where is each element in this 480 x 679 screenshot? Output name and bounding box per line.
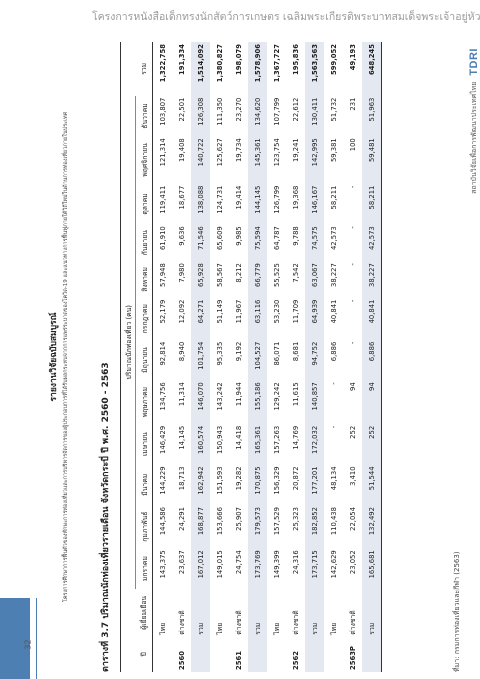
month-value-cell: 38,227: [329, 263, 338, 287]
month-value-cell: 149,015: [215, 550, 224, 579]
org-logo: TDRI: [468, 48, 480, 76]
column-header: กรกฎาคม: [136, 298, 153, 340]
header-spacer-type: [121, 589, 136, 637]
month-value-cell: 173,715: [305, 548, 324, 589]
month-value-cell: 157,529: [272, 507, 281, 536]
year-cell: [324, 637, 343, 672]
month-value-cell: 24,316: [291, 550, 300, 575]
month-value-cell: 57,948: [158, 263, 167, 287]
month-value-cell: 23,052: [348, 550, 357, 575]
column-header: มีนาคม: [136, 464, 153, 505]
month-value-cell: 24,291: [177, 507, 186, 531]
year-cell: 2562: [291, 651, 300, 670]
month-value-cell: 14,769: [291, 425, 300, 450]
month-value-cell: 53,230: [272, 299, 281, 324]
month-value-cell: 177,201: [305, 464, 324, 505]
month-value-cell: 64,939: [305, 298, 324, 340]
month-value-cell: 155,186: [248, 380, 267, 424]
month-value-cell: 18,677: [177, 185, 186, 210]
month-value-cell: 119,411: [158, 185, 167, 214]
year-cell: 2561: [234, 651, 243, 670]
month-value-cell: 11,709: [291, 299, 300, 324]
month-value-cell: 252: [348, 425, 357, 439]
year-cell: 2563P: [348, 646, 357, 670]
month-value-cell: 165,361: [248, 424, 267, 465]
month-value-cell: 157,263: [272, 425, 281, 454]
month-value-cell: 95,335: [215, 341, 224, 366]
month-value-cell: 71,546: [191, 224, 210, 261]
month-value-cell: 107,799: [272, 97, 281, 126]
month-value-cell: 144,229: [158, 466, 167, 495]
header-spacer-total: [121, 42, 136, 96]
column-header: ธันวาคม: [136, 96, 153, 137]
month-value-cell: 42,573: [329, 226, 338, 251]
table-row: [343, 42, 362, 672]
running-header-title: โครงการหนังสือเด็กทรงนักสัตว์การเกษตร เฉลิมพระเกียรติพระบาทสมเด็จพระเจ้าอยู่หัว: [92, 11, 480, 23]
month-value-cell: 58,211: [362, 184, 382, 225]
visitor-type-cell: รวม: [191, 589, 210, 637]
visitor-type-cell: ต่างชาติ: [292, 610, 300, 635]
month-value-cell: -: [348, 226, 357, 229]
month-value-cell: 58,211: [329, 185, 338, 210]
month-value-cell: 146,070: [191, 380, 210, 424]
month-value-cell: 8,681: [291, 341, 300, 362]
month-value-cell: 167,012: [191, 548, 210, 589]
month-value-cell: 252: [362, 424, 382, 465]
month-value-cell: 18,713: [177, 466, 186, 491]
month-value-cell: 149,399: [272, 550, 281, 579]
year-cell: [210, 637, 229, 672]
month-value-cell: 23,270: [234, 97, 243, 122]
month-value-cell: 40,841: [362, 298, 382, 340]
month-value-cell: 145,361: [248, 136, 267, 183]
month-value-cell: 64,787: [272, 226, 281, 251]
table-row: [267, 42, 286, 672]
total-cell: 1,514,092: [191, 42, 210, 96]
month-value-cell: 51,963: [362, 96, 382, 137]
total-cell: 1,367,727: [272, 44, 281, 83]
month-value-cell: -: [329, 425, 338, 429]
month-value-cell: 100: [348, 138, 357, 152]
month-value-cell: 25,323: [291, 507, 300, 531]
month-value-cell: 134,620: [248, 96, 267, 137]
total-cell: 1,563,563: [305, 42, 324, 96]
column-header: กันยายน: [136, 224, 153, 261]
month-value-cell: 104,527: [248, 340, 267, 381]
month-value-cell: 9,636: [177, 226, 186, 246]
total-cell: 49,193: [348, 44, 357, 71]
month-value-cell: 3,410: [348, 466, 357, 486]
tourist-volume-table: [120, 42, 382, 672]
month-value-cell: 92,814: [158, 341, 167, 366]
visitor-type-cell: รวม: [305, 589, 324, 637]
month-value-cell: 22,054: [348, 507, 357, 531]
table-row: [324, 42, 343, 672]
table-column-header-row: [136, 42, 153, 672]
total-cell: 648,245: [362, 42, 382, 96]
month-value-cell: 142,995: [305, 136, 324, 183]
table-row: [153, 42, 173, 672]
month-value-cell: 172,032: [305, 424, 324, 465]
month-value-cell: 59,381: [329, 138, 338, 163]
month-value-cell: 51,732: [329, 97, 338, 122]
table-body: [153, 42, 382, 672]
month-value-cell: 8,940: [177, 341, 186, 362]
month-value-cell: 94,752: [305, 340, 324, 381]
month-value-cell: 23,637: [177, 550, 186, 575]
month-value-cell: 64,271: [191, 298, 210, 340]
month-value-cell: 52,179: [158, 299, 167, 324]
month-value-cell: 51,544: [362, 464, 382, 505]
month-value-cell: 8,212: [234, 263, 243, 283]
month-value-cell: 65,928: [191, 261, 210, 297]
column-header: ผู้เยี่ยมเยือน: [136, 589, 153, 637]
year-cell: [153, 637, 173, 672]
column-header: เมษายน: [136, 424, 153, 465]
month-value-cell: 162,942: [191, 464, 210, 505]
month-value-cell: 146,429: [158, 425, 167, 454]
month-value-cell: 143,375: [158, 550, 167, 579]
month-value-cell: 12,092: [177, 299, 186, 324]
visitor-type-cell: ต่างชาติ: [349, 610, 357, 635]
visitor-type-cell: ไทย: [216, 622, 224, 635]
total-cell: 198,079: [234, 44, 243, 75]
month-value-cell: 11,615: [291, 382, 300, 407]
report-heading: [46, 42, 70, 672]
year-cell: [248, 637, 267, 672]
month-value-cell: 14,145: [177, 425, 186, 450]
month-value-cell: 9,788: [291, 226, 300, 246]
table-group-header-row: [121, 42, 136, 672]
month-value-cell: 130,411: [305, 96, 324, 137]
year-cell: [362, 637, 382, 672]
month-value-cell: 111,350: [215, 97, 224, 126]
month-value-cell: 75,594: [248, 224, 267, 261]
org-name: สถาบันวิจัยเพื่อการพัฒนาประเทศไทย: [469, 81, 478, 194]
total-cell: 1,578,906: [248, 42, 267, 96]
month-value-cell: 19,282: [234, 466, 243, 491]
month-value-cell: 40,841: [329, 299, 338, 324]
month-value-cell: 125,627: [215, 138, 224, 167]
table-caption: ตารางที่ 3.7 ปริมาณนักท่องเที่ยวรายเดือน จังหวัดกระบี่ ปี พ.ศ. 2560 - 2563: [101, 362, 111, 672]
month-value-cell: 156,329: [272, 466, 281, 495]
year-cell: [305, 637, 324, 672]
table-row: [210, 42, 229, 672]
report-title: รายงานวิจัยฉบับสมบูรณ์: [49, 312, 59, 402]
month-value-cell: 86,071: [272, 341, 281, 366]
month-value-cell: -: [348, 341, 357, 345]
total-cell: 191,334: [177, 44, 186, 75]
table-row: [362, 42, 382, 672]
month-value-cell: 66,779: [248, 261, 267, 297]
month-value-cell: 124,731: [215, 185, 224, 214]
month-value-cell: 126,799: [272, 185, 281, 214]
month-value-cell: 19,734: [234, 138, 243, 163]
month-value-cell: 123,754: [272, 138, 281, 167]
month-value-cell: 150,943: [215, 425, 224, 454]
table-row: [286, 42, 305, 672]
footer-brand: [468, 48, 480, 194]
month-value-cell: -: [348, 299, 357, 303]
month-value-cell: 132,492: [362, 505, 382, 548]
column-header: พฤษภาคม: [136, 380, 153, 424]
month-value-cell: 9,985: [234, 226, 243, 246]
visitor-type-cell: ต่างชาติ: [235, 610, 243, 635]
margin-rule-line: [36, 598, 37, 679]
month-value-cell: 144,145: [248, 184, 267, 225]
month-value-cell: 165,681: [362, 548, 382, 589]
report-subtitle: โครงการศึกษาการฟื้นตัวของทักษะการท่องเที่ยวและการบริหารจัดการของผู้ประกอบการที่ได้รับผลกระทบจากการแพร่ระบาดของโควิด-19 และแนวทางการฟื้นฟูภายใต้วิถีใหม่ในด้านการท่องเที่ยวภายในประเทศ: [63, 111, 69, 603]
table-row: [305, 42, 324, 672]
header-spacer-year: [121, 637, 136, 672]
month-value-cell: 231: [348, 97, 357, 111]
month-value-cell: 168,877: [191, 505, 210, 548]
month-value-cell: 65,609: [215, 226, 224, 251]
month-value-cell: 55,525: [272, 263, 281, 287]
table-row: [191, 42, 210, 672]
month-value-cell: 160,574: [191, 424, 210, 465]
month-value-cell: 11,967: [234, 299, 243, 324]
total-cell: 599,052: [329, 44, 338, 75]
month-value-cell: 20,872: [291, 466, 300, 491]
month-value-cell: 94: [362, 380, 382, 424]
month-value-cell: 110,438: [329, 507, 338, 536]
visitor-type-cell: ไทย: [273, 622, 281, 635]
month-value-cell: 11,314: [177, 382, 186, 407]
month-value-cell: 151,593: [215, 466, 224, 495]
month-value-cell: 179,573: [248, 505, 267, 548]
month-value-cell: 140,722: [191, 136, 210, 183]
month-value-cell: 143,242: [215, 382, 224, 411]
table-row: [229, 42, 248, 672]
month-value-cell: 38,227: [362, 261, 382, 297]
month-value-cell: 94: [348, 382, 357, 391]
month-value-cell: 58,567: [215, 263, 224, 287]
month-value-cell: 9,192: [234, 341, 243, 362]
month-value-cell: 19,241: [291, 138, 300, 163]
month-value-cell: 144,586: [158, 507, 167, 536]
month-value-cell: 59,481: [362, 136, 382, 183]
month-value-cell: 19,368: [291, 185, 300, 210]
total-cell: 1,380,827: [215, 44, 224, 83]
month-value-cell: 140,857: [305, 380, 324, 424]
month-value-cell: 63,067: [305, 261, 324, 297]
column-header: กุมภาพันธ์: [136, 505, 153, 548]
month-value-cell: 6,886: [329, 341, 338, 362]
column-header: พฤศจิกายน: [136, 136, 153, 183]
month-value-cell: 146,167: [305, 184, 324, 225]
column-header: ปี: [136, 637, 153, 672]
month-value-cell: 11,944: [234, 382, 243, 407]
table-row: [248, 42, 267, 672]
month-value-cell: 63,116: [248, 298, 267, 340]
month-value-cell: 7,542: [291, 263, 300, 283]
total-cell: 1,322,758: [158, 44, 167, 83]
source-note: ที่มา: กรมการท่องเที่ยวและกีฬา (2563): [453, 551, 461, 672]
month-value-cell: 22,501: [177, 97, 186, 122]
month-value-cell: 153,666: [215, 507, 224, 536]
year-cell: [191, 637, 210, 672]
month-value-cell: 24,754: [234, 550, 243, 575]
visitor-type-cell: ต่างชาติ: [178, 610, 186, 635]
month-value-cell: 74,575: [305, 224, 324, 261]
month-value-cell: 51,149: [215, 299, 224, 324]
month-value-cell: 173,769: [248, 548, 267, 589]
page-number: 32: [23, 639, 33, 650]
month-value-cell: 42,573: [362, 224, 382, 261]
column-header: รวม: [136, 42, 153, 96]
month-value-cell: 126,308: [191, 96, 210, 137]
month-value-cell: -: [348, 185, 357, 189]
month-value-cell: 134,756: [158, 382, 167, 411]
month-value-cell: 25,907: [234, 507, 243, 531]
month-value-cell: 170,875: [248, 464, 267, 505]
visitor-type-cell: รวม: [248, 589, 267, 637]
month-value-cell: -: [329, 382, 338, 385]
month-value-cell: 142,629: [329, 550, 338, 579]
year-cell: [267, 637, 286, 672]
visitor-type-cell: รวม: [362, 589, 382, 637]
visitor-type-cell: ไทย: [159, 622, 167, 635]
month-value-cell: 14,418: [234, 425, 243, 450]
month-value-cell: 61,910: [158, 226, 167, 251]
month-value-cell: 101,754: [191, 340, 210, 381]
month-value-cell: -: [348, 263, 357, 266]
month-value-cell: 19,408: [177, 138, 186, 163]
column-header: มิถุนายน: [136, 340, 153, 381]
month-value-cell: 22,612: [291, 97, 300, 122]
total-cell: 195,836: [291, 44, 300, 75]
column-header: ตุลาคม: [136, 184, 153, 225]
column-header: มกราคม: [136, 548, 153, 589]
month-value-cell: 138,088: [191, 184, 210, 225]
month-value-cell: 6,886: [362, 340, 382, 381]
month-value-cell: 48,134: [329, 466, 338, 491]
month-value-cell: 7,980: [177, 263, 186, 283]
rotated-landscape-page: [40, 42, 480, 672]
visitor-type-cell: ไทย: [330, 622, 338, 635]
month-value-cell: 121,314: [158, 138, 167, 167]
group-header: ปริมาณนักท่องเที่ยว (คน): [121, 96, 136, 589]
month-value-cell: 19,414: [234, 185, 243, 210]
month-value-cell: 182,852: [305, 505, 324, 548]
column-header: สิงหาคม: [136, 261, 153, 297]
year-cell: 2560: [177, 651, 186, 670]
month-value-cell: 129,242: [272, 382, 281, 411]
table-row: [172, 42, 191, 672]
month-value-cell: 103,807: [158, 97, 167, 126]
